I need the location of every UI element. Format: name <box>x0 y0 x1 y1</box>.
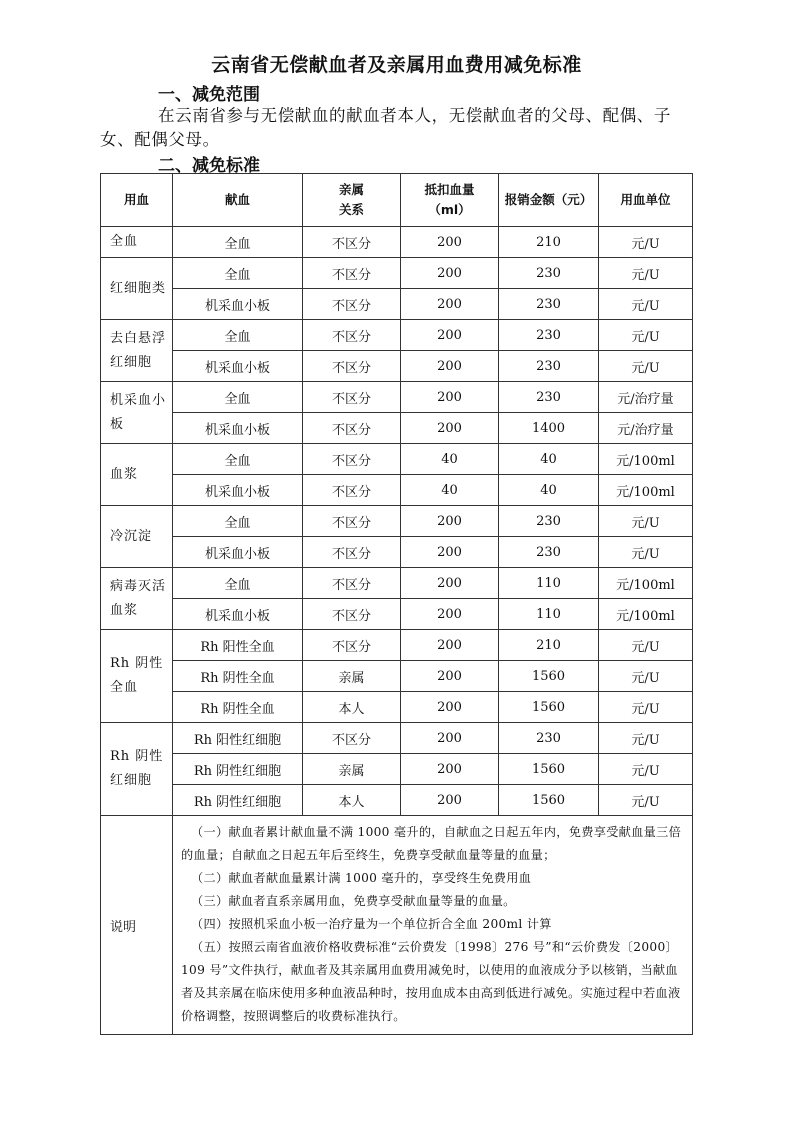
table-row <box>101 351 693 382</box>
volume-cell: 200 <box>401 692 499 723</box>
relation-cell: 不区分 <box>303 568 401 599</box>
amount-cell: 230 <box>499 537 599 568</box>
amount-cell: 40 <box>499 475 599 506</box>
table-row <box>101 289 693 320</box>
volume-cell: 200 <box>401 382 499 413</box>
table-row <box>101 661 693 692</box>
donation-cell: 全血 <box>173 320 303 351</box>
unit-cell: 元/治疗量 <box>599 413 693 444</box>
donation-cell: 机采血小板 <box>173 599 303 630</box>
relation-cell: 本人 <box>303 785 401 816</box>
unit-cell: 元/U <box>599 692 693 723</box>
donation-cell: 全血 <box>173 227 303 258</box>
donation-cell: 全血 <box>173 444 303 475</box>
table-row <box>101 506 693 537</box>
donation-cell: Rh 阴性全血 <box>173 661 303 692</box>
donation-cell: Rh 阳性红细胞 <box>173 723 303 754</box>
unit-cell: 元/U <box>599 537 693 568</box>
table-row <box>101 692 693 723</box>
donation-cell: Rh 阴性全血 <box>173 692 303 723</box>
unit-cell: 元/U <box>599 754 693 785</box>
relation-cell: 不区分 <box>303 413 401 444</box>
volume-cell: 200 <box>401 599 499 630</box>
volume-cell: 200 <box>401 537 499 568</box>
unit-cell: 元/U <box>599 785 693 816</box>
amount-cell: 1560 <box>499 661 599 692</box>
table-row <box>101 320 693 351</box>
table-row <box>101 785 693 816</box>
unit-cell: 元/U <box>599 723 693 754</box>
relation-cell: 不区分 <box>303 475 401 506</box>
volume-cell: 200 <box>401 723 499 754</box>
amount-cell: 230 <box>499 289 599 320</box>
relation-cell: 亲属 <box>303 661 401 692</box>
table-row <box>101 630 693 661</box>
table-row <box>101 413 693 444</box>
donation-cell: 全血 <box>173 506 303 537</box>
table-row <box>101 599 693 630</box>
relation-cell: 不区分 <box>303 537 401 568</box>
category-cell: 血浆 <box>101 444 173 506</box>
volume-cell: 200 <box>401 785 499 816</box>
document-title: 云南省无偿献血者及亲属用血费用减免标准 <box>211 54 582 76</box>
scope-text: 在云南省参与无偿献血的献血者本人，无偿献血者的父母、配偶、子女、配偶父母。 <box>100 106 671 149</box>
header-volume: 抵扣血量 （ml） <box>401 174 499 227</box>
relation-cell: 不区分 <box>303 506 401 537</box>
unit-cell: 元/U <box>599 320 693 351</box>
amount-cell: 230 <box>499 320 599 351</box>
volume-cell: 200 <box>401 227 499 258</box>
unit-cell: 元/100ml <box>599 475 693 506</box>
donation-cell: Rh 阳性全血 <box>173 630 303 661</box>
table-row <box>101 754 693 785</box>
amount-cell: 210 <box>499 227 599 258</box>
note-item: （四）按照机采血小板一治疗量为一个单位折合全血 200ml 计算 <box>191 917 552 931</box>
table-row <box>101 382 693 413</box>
table-body <box>101 227 693 1035</box>
volume-cell: 40 <box>401 475 499 506</box>
notes-row <box>101 816 693 1035</box>
notes-cell <box>173 816 693 1035</box>
unit-cell: 元/100ml <box>599 568 693 599</box>
category-cell: 机采血小板 <box>101 382 173 444</box>
unit-cell: 元/U <box>599 289 693 320</box>
table-row <box>101 258 693 289</box>
amount-cell: 230 <box>499 506 599 537</box>
donation-cell: 机采血小板 <box>173 289 303 320</box>
reduction-standard-table <box>100 173 693 1035</box>
table-row <box>101 723 693 754</box>
amount-cell: 110 <box>499 568 599 599</box>
unit-cell: 元/U <box>599 258 693 289</box>
unit-cell: 元/U <box>599 661 693 692</box>
amount-cell: 1400 <box>499 413 599 444</box>
note-item: （二）献血者献血量累计满 1000 毫升的，享受终生免费用血 <box>191 871 532 885</box>
header-donation: 献血 <box>173 174 303 227</box>
relation-cell: 不区分 <box>303 258 401 289</box>
relation-cell: 不区分 <box>303 382 401 413</box>
relation-cell: 不区分 <box>303 723 401 754</box>
category-cell: Rh 阴性红细胞 <box>101 723 173 816</box>
header-unit: 用血单位 <box>599 174 693 227</box>
amount-cell: 40 <box>499 444 599 475</box>
amount-cell: 230 <box>499 382 599 413</box>
category-cell: 病毒灭活血浆 <box>101 568 173 630</box>
amount-cell: 230 <box>499 723 599 754</box>
volume-cell: 200 <box>401 320 499 351</box>
header-blood-use: 用血 <box>101 174 173 227</box>
table-row <box>101 568 693 599</box>
volume-cell: 200 <box>401 258 499 289</box>
unit-cell: 元/U <box>599 506 693 537</box>
donation-cell: Rh 阴性红细胞 <box>173 785 303 816</box>
unit-cell: 元/U <box>599 630 693 661</box>
table-row <box>101 537 693 568</box>
relation-cell: 不区分 <box>303 227 401 258</box>
volume-cell: 200 <box>401 506 499 537</box>
category-cell: 去白悬浮红细胞 <box>101 320 173 382</box>
volume-cell: 200 <box>401 661 499 692</box>
section-heading-standard: 二、减免标准 <box>158 156 260 176</box>
note-item: （三）献血者直系亲属用血，免费享受献血量等量的血量。 <box>191 894 516 908</box>
relation-cell: 不区分 <box>303 630 401 661</box>
unit-cell: 元/U <box>599 351 693 382</box>
category-cell: 全血 <box>101 227 173 258</box>
category-cell: 冷沉淀 <box>101 506 173 568</box>
unit-cell: 元/100ml <box>599 444 693 475</box>
donation-cell: 全血 <box>173 382 303 413</box>
relation-cell: 不区分 <box>303 320 401 351</box>
volume-cell: 200 <box>401 351 499 382</box>
donation-cell: 机采血小板 <box>173 537 303 568</box>
volume-cell: 200 <box>401 413 499 444</box>
amount-cell: 210 <box>499 630 599 661</box>
volume-cell: 40 <box>401 444 499 475</box>
table-row <box>101 227 693 258</box>
volume-cell: 200 <box>401 568 499 599</box>
relation-cell: 不区分 <box>303 444 401 475</box>
unit-cell: 元/U <box>599 227 693 258</box>
unit-cell: 元/100ml <box>599 599 693 630</box>
donation-cell: 全血 <box>173 568 303 599</box>
donation-cell: Rh 阴性红细胞 <box>173 754 303 785</box>
header-amount: 报销金额（元） <box>499 174 599 227</box>
volume-cell: 200 <box>401 754 499 785</box>
category-cell: 红细胞类 <box>101 258 173 320</box>
relation-cell: 不区分 <box>303 289 401 320</box>
section-heading-scope: 一、减免范围 <box>158 85 260 105</box>
notes-label: 说明 <box>101 816 173 1035</box>
relation-cell: 本人 <box>303 692 401 723</box>
donation-cell: 机采血小板 <box>173 475 303 506</box>
header-relation: 亲属 关系 <box>303 174 401 227</box>
note-item: （五）按照云南省血液价格收费标准“云价费发〔1998〕276 号”和“云价费发〔2000〕109 号”文件执行，献血者及其亲属用血费用减免时，以使用的血液成分予以核销，当献血者及其亲属在临床使用多种血液品种时，按用血成本由高到低进行减免。实施过程中若血液价格调整，按照调整后的收费标准执行。 <box>181 940 681 1023</box>
table-header-row <box>101 174 693 227</box>
volume-cell: 200 <box>401 289 499 320</box>
amount-cell: 1560 <box>499 785 599 816</box>
amount-cell: 1560 <box>499 754 599 785</box>
amount-cell: 110 <box>499 599 599 630</box>
amount-cell: 230 <box>499 258 599 289</box>
relation-cell: 不区分 <box>303 351 401 382</box>
volume-cell: 200 <box>401 630 499 661</box>
relation-cell: 不区分 <box>303 599 401 630</box>
donation-cell: 全血 <box>173 258 303 289</box>
donation-cell: 机采血小板 <box>173 351 303 382</box>
amount-cell: 1560 <box>499 692 599 723</box>
unit-cell: 元/治疗量 <box>599 382 693 413</box>
table-row <box>101 444 693 475</box>
donation-cell: 机采血小板 <box>173 413 303 444</box>
relation-cell: 亲属 <box>303 754 401 785</box>
category-cell: Rh 阴性全血 <box>101 630 173 723</box>
table-row <box>101 475 693 506</box>
note-item: （一）献血者累计献血量不满 1000 毫升的，自献血之日起五年内，免费享受献血量三倍的血量；自献血之日起五年后至终生，免费享受献血量等量的血量； <box>181 825 682 862</box>
amount-cell: 230 <box>499 351 599 382</box>
